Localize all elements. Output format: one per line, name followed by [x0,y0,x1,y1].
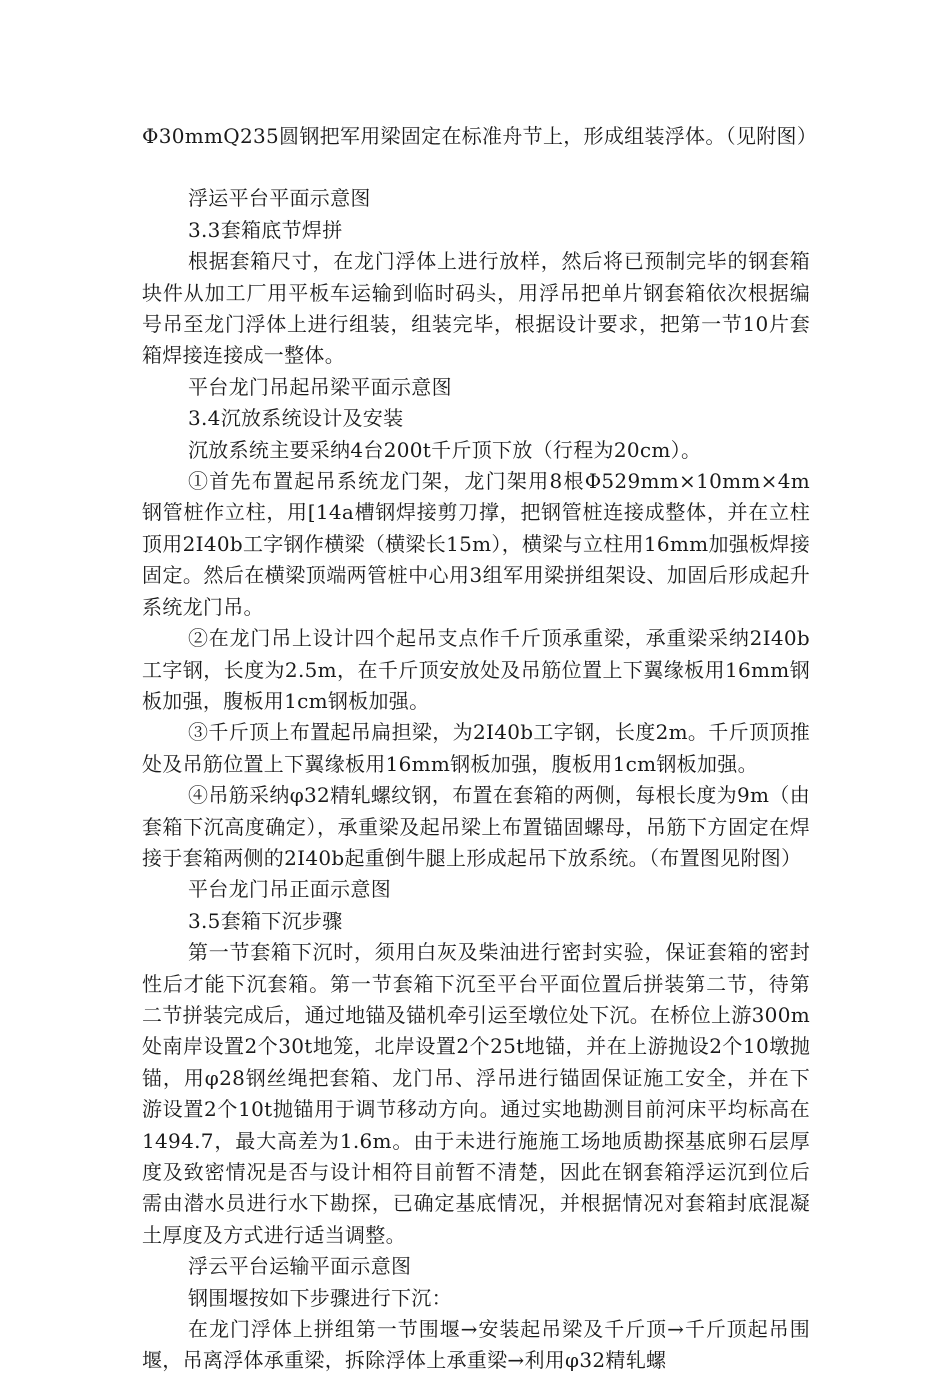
figure-caption-gantry-lift-beam: 平台龙门吊起吊梁平面示意图 [188,374,452,399]
cofferdam-steps: 在龙门浮体上拼组第一节围堰→安装起吊梁及千斤顶→千斤顶起吊围堰，吊离浮体承重梁，拆除浮体上承重梁→利用φ32精轧螺 [142,1317,810,1373]
list-item-4: ④吊筋采纳φ32精轧螺纹钢，布置在套箱的两侧，每根长度为9m（由套箱下沉高度确定），承重梁及起吊梁上布置锚固螺母，吊筋下方固定在焊接于套箱两侧的2I40b起重倒牛腿上形成起吊下放系统。（布置图见附图） [142,783,810,870]
document-page [142,121,818,1377]
section-3-3-heading: 3.3套箱底节焊拼 [188,217,343,242]
section-3-3-paragraph: 根据套箱尺寸，在龙门浮体上进行放样，然后将已预制完毕的钢套箱块件从加工厂用平板车运输到临时码头，用浮吊把单片钢套箱依次根据编号吊至龙门浮体上进行组装，组装完毕，根据设计要求，把第一节10片套箱焊接连接成一整体。 [142,249,810,368]
section-3-4-heading: 3.4沉放系统设计及安装 [188,406,404,431]
cofferdam-intro: 钢围堰按如下步骤进行下沉： [188,1285,452,1310]
figure-caption-float-transport: 浮云平台运输平面示意图 [188,1254,412,1279]
list-item-2: ②在龙门吊上设计四个起吊支点作千斤顶承重梁，承重梁采纳2I40b工字钢，长度为2.5m，在千斤顶安放处及吊筋位置上下翼缘板用16mm钢板加强，腹板用1cm钢板加强。 [142,626,810,713]
list-item-3: ③千斤顶上布置起吊扁担梁，为2I40b工字钢，长度2m。千斤顶顶推处及吊筋位置上下翼缘板用16mm钢板加强，腹板用1cm钢板加强。 [142,720,810,776]
opening-paragraph: Φ30mmQ235圆钢把军用梁固定在标准舟节上，形成组装浮体。（见附图） [142,124,818,148]
section-3-5-paragraph: 第一节套箱下沉时，须用白灰及柴油进行密封实验，保证套箱的密封性后才能下沉套箱。第一节套箱下沉至平台平面位置后拼装第二节，待第二节拼装完成后，通过地锚及锚机牵引运至墩位处下沉。在桥位上游300m处南岸设置2个30t地笼，北岸设置2个25t地锚，并在上游抛设2个10墩抛锚，用φ28钢丝绳把套箱、龙门吊、浮吊进行锚固保证施工安全，并在下游设置2个10t抛锚用于调节移动方向。通过实地勘测目前河床平均标高在1494.7，最大高差为1.6m。由于未进行施施工场地质勘探基底卵石层厚度及致密情况是否与设计相符目前暂不清楚，因此在钢套箱浮运沉到位后需由潜水员进行水下勘探，已确定基底情况，并根据情况对套箱封底混凝土厚度及方式进行适当调整。 [142,940,810,1247]
list-item-1: ①首先布置起吊系统龙门架，龙门架用8根Φ529mm×10mm×4m钢管桩作立柱，用[14a槽钢焊接剪刀撑，把钢管桩连接成整体，并在立柱顶用2I40b工字钢作横梁（横梁长15m），横梁与立柱用16mm加强板焊接固定。然后在横梁顶端两管桩中心用3组军用梁拼组架设、加固后形成起升系统龙门吊。 [142,469,810,619]
figure-caption-float-platform: 浮运平台平面示意图 [188,186,371,211]
section-3-4-intro: 沉放系统主要采纳4台200t千斤顶下放（行程为20cm）。 [188,437,702,462]
section-3-5-heading: 3.5套箱下沉步骤 [188,908,343,933]
figure-caption-gantry-front: 平台龙门吊正面示意图 [188,877,391,902]
